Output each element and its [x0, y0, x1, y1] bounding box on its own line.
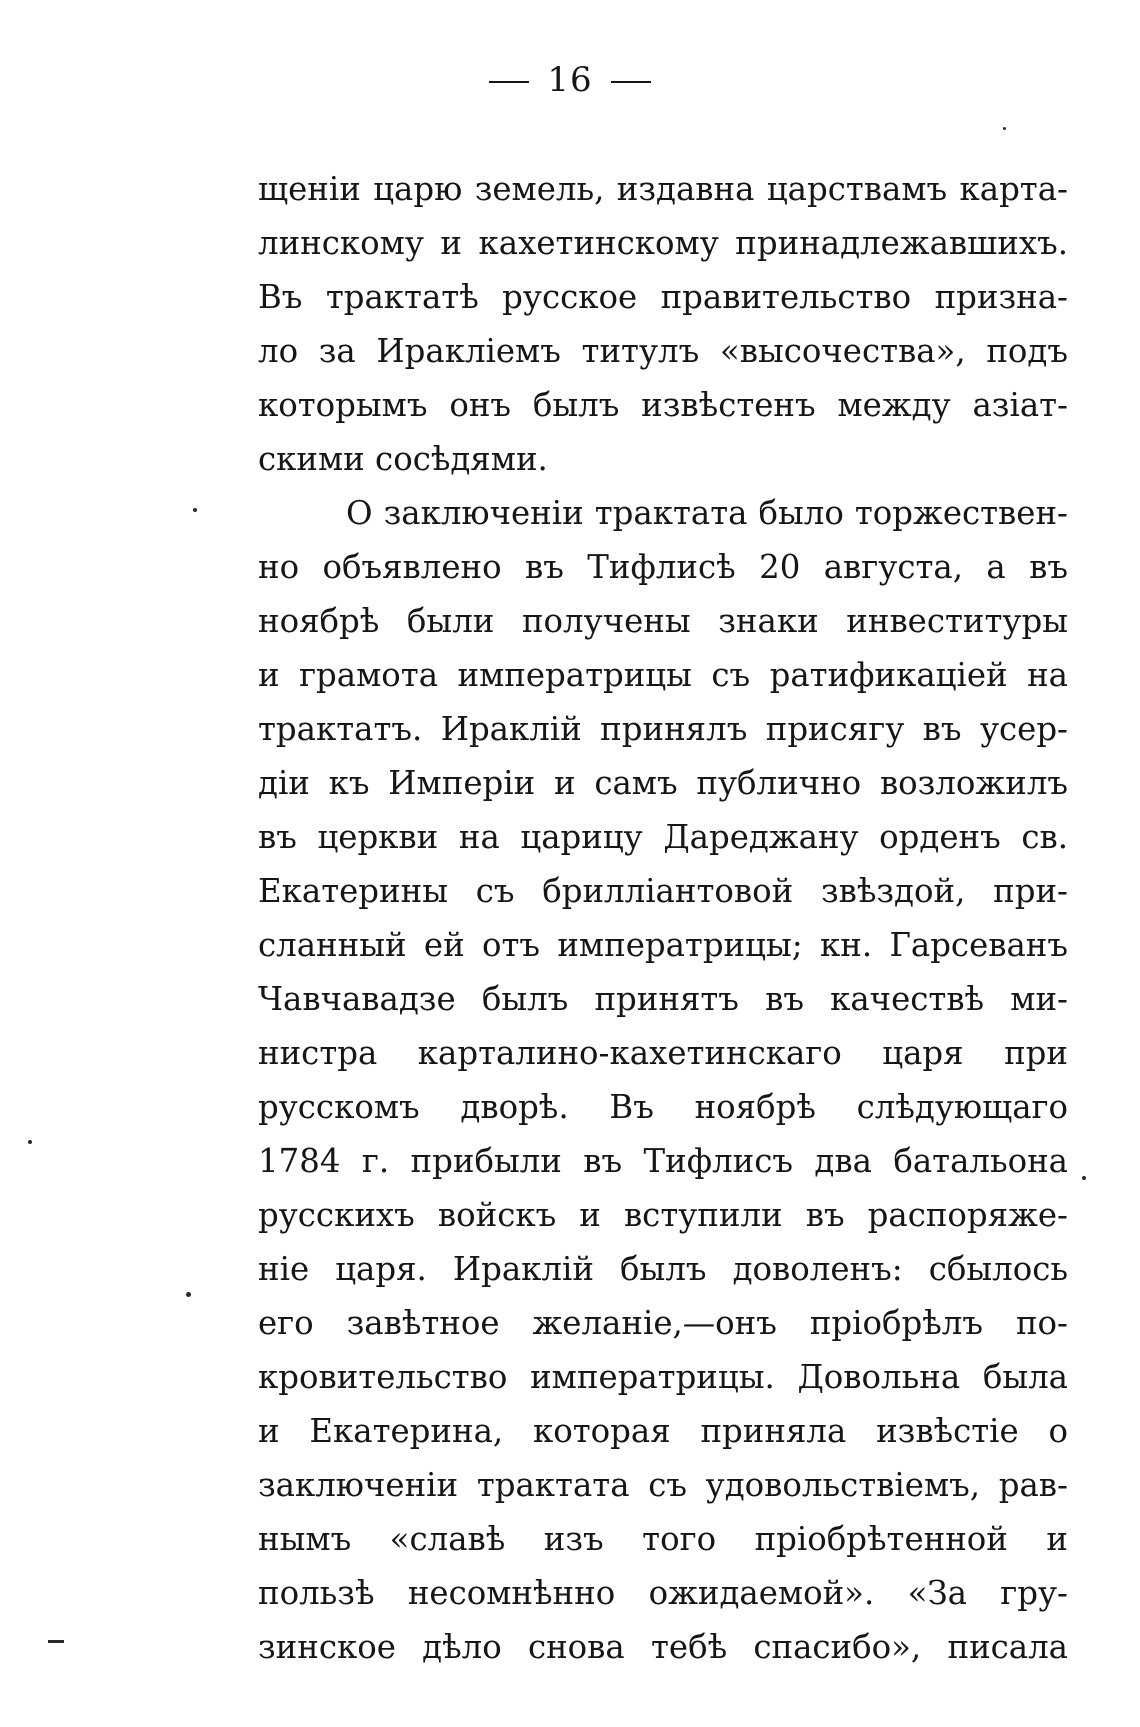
text-line: нистра карталино-кахетинскаго царя при: [258, 1034, 1068, 1072]
text-line: 1784 г. прибыли въ Тифлисъ два батальона: [258, 1142, 1068, 1180]
text-line: Въ трактатѣ русское правительство призна-: [258, 278, 1068, 316]
text-line: щеніи царю земель, издавна царствамъ карта-: [258, 170, 1068, 208]
text-line: и грамота императрицы съ ратификаціей на: [258, 656, 1068, 694]
text-line: пользѣ несомнѣнно ожидаемой». «За гру-: [258, 1574, 1068, 1612]
text-line: въ церкви на царицу Дареджану орденъ св.: [258, 818, 1068, 856]
text-line: діи къ Имперіи и самъ публично возложилъ: [258, 764, 1068, 802]
text-line: О заключеніи трактата было торжествен-: [346, 494, 1068, 532]
text-line: нымъ «славѣ изъ того пріобрѣтенной и: [258, 1520, 1068, 1558]
text-line: сланный ей отъ императрицы; кн. Гарсеванъ: [258, 926, 1068, 964]
text-line: трактатъ. Ираклій принялъ присягу въ усер-: [258, 710, 1068, 748]
text-line: ніе царя. Ираклій былъ доволенъ: сбылось: [258, 1250, 1068, 1288]
page-number-header: [0, 60, 1140, 100]
text-line: и Екатерина, которая приняла извѣстіе о: [258, 1412, 1068, 1450]
text-line: кровительство императрицы. Довольна была: [258, 1358, 1068, 1396]
text-line: но объявлено въ Тифлисѣ 20 августа, а въ: [258, 548, 1068, 586]
scan-speck: [186, 1292, 191, 1297]
text-line: зинское дѣло снова тебѣ спасибо», писала: [258, 1628, 1068, 1666]
text-line: ло за Иракліемъ титулъ «высочества», подъ: [258, 332, 1068, 370]
text-line: его завѣтное желаніе,—онъ пріобрѣлъ по-: [258, 1304, 1068, 1342]
page-number: 16: [547, 60, 593, 100]
scan-speck: [1003, 127, 1006, 130]
text-line: ноябрѣ были получены знаки инвеституры: [258, 602, 1068, 640]
text-line: которымъ онъ былъ извѣстенъ между азіат-: [258, 386, 1068, 424]
body-text: [258, 162, 1068, 1674]
text-line: заключеніи трактата съ удовольствіемъ, рав-: [258, 1466, 1068, 1504]
scan-edge-mark: [48, 1640, 64, 1643]
right-dash: [611, 81, 651, 83]
text-line: Екатерины съ бриллiантовой звѣздой, при-: [258, 872, 1068, 910]
left-dash: [489, 81, 529, 83]
scan-speck: [28, 1140, 32, 1144]
text-line: скими сосѣдями.: [258, 440, 548, 478]
scan-speck: [193, 508, 197, 512]
text-line: Чавчавадзе былъ принятъ въ качествѣ ми-: [258, 980, 1068, 1018]
scan-speck: [1082, 1176, 1086, 1180]
text-line: линскому и кахетинскому принадлежавшихъ.: [258, 224, 1068, 262]
text-line: русскомъ дворѣ. Въ ноябрѣ слѣдующаго: [258, 1088, 1068, 1126]
text-line: русскихъ войскъ и вступили въ распоряже-: [258, 1196, 1068, 1234]
